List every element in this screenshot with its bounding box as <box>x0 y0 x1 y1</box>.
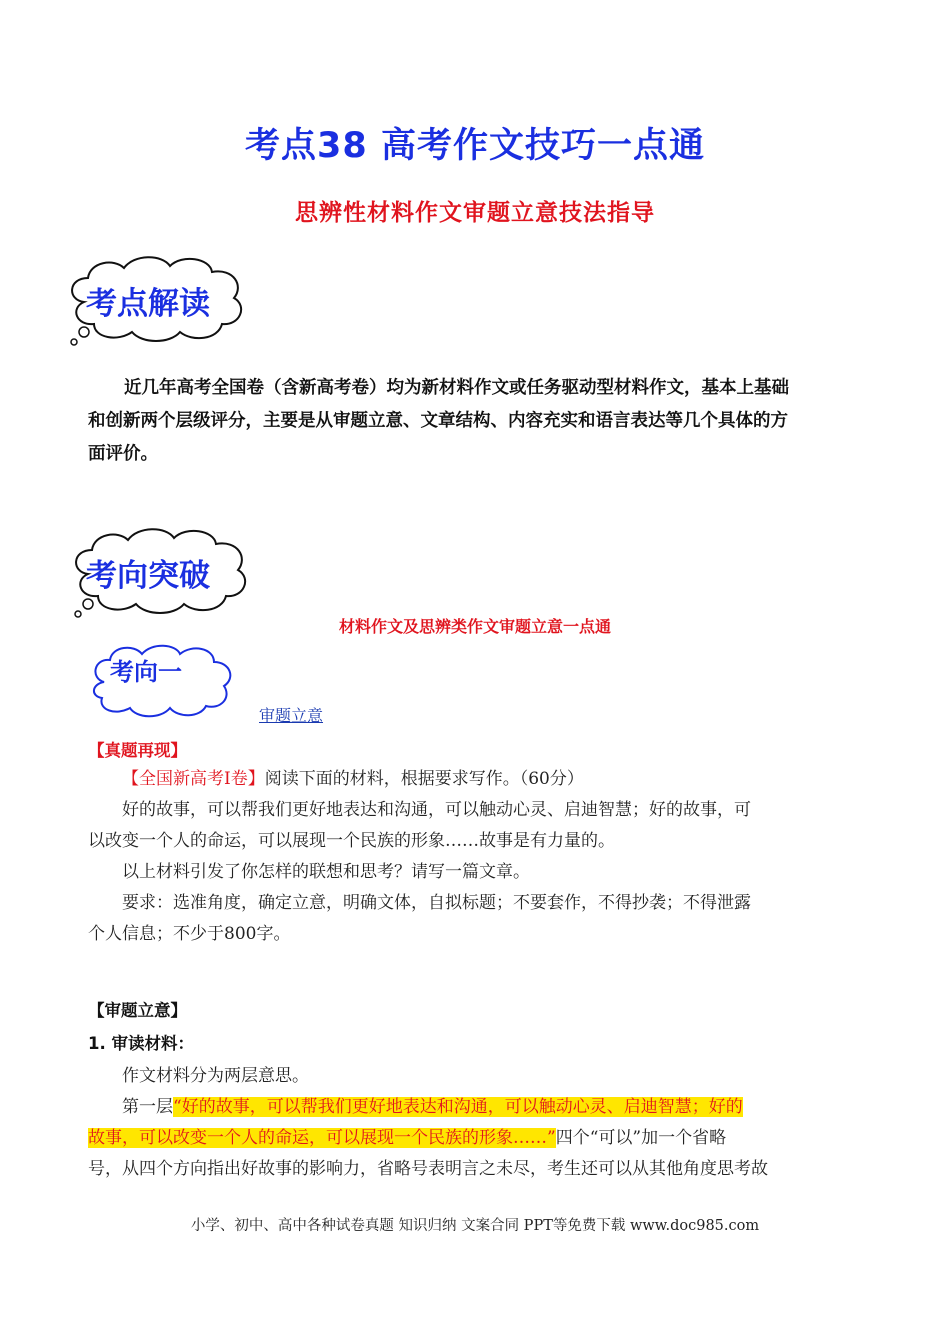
analysis-intro: 作文材料分为两层意思。 <box>122 1066 309 1086</box>
real-exam-label: 【真题再现】 <box>88 741 187 760</box>
analysis-layer1-line1 <box>88 1092 878 1123</box>
analysis-label: 【审题立意】 <box>88 1001 187 1020</box>
prompt-line: 以上材料引发了你怎样的联想和思考？请写一篇文章。 <box>122 862 530 882</box>
cloud-badge-label: 考点解读 <box>86 286 210 322</box>
highlighted-quote-2: 故事，可以改变一个人的命运，可以展现一个民族的形象……” <box>88 1128 556 1148</box>
requirements-line-1: 要求：选准角度，确定立意，明确文体，自拟标题；不要套作，不得抄袭；不得泄露 <box>122 893 751 913</box>
analysis-step1: 1. 审读材料： <box>88 1034 194 1053</box>
intro-line-3: 面评价。 <box>88 444 158 464</box>
material-line-2: 以改变一个人的命运，可以展现一个民族的形象……故事是有力量的。 <box>88 831 615 851</box>
cloud-badge-kaoxiang-yi <box>88 640 238 720</box>
requirements-line-2: 个人信息；不少于800字。 <box>88 924 291 944</box>
page-footer: 小学、初中、高中各种试卷真题 知识归纳 文案合同 PPT等免费下载 www.doc985.com <box>190 1218 760 1234</box>
cloud-badge-kaoxiang <box>66 522 256 622</box>
section-center-title: 材料作文及思辨类作文审题立意一点通 <box>338 617 611 636</box>
page-subtitle: 思辨性材料作文审题立意技法指导 <box>295 200 655 226</box>
page-title: 考点38 高考作文技巧一点通 <box>245 126 705 166</box>
cloud-badge-label: 考向突破 <box>86 558 210 594</box>
analysis-layer1-line2 <box>88 1123 878 1154</box>
cloud-badge-label: 考向一 <box>110 657 182 686</box>
material-line-1: 好的故事，可以帮我们更好地表达和沟通，可以触动心灵、启迪智慧；好的故事，可 <box>122 800 751 820</box>
analysis-line3: 号，从四个方向指出好故事的影响力，省略号表明言之未尽，考生还可以从其他角度思考故 <box>88 1159 768 1179</box>
shenti-liyi-link[interactable]: 审题立意 <box>259 706 324 725</box>
real-exam-block <box>88 764 878 950</box>
intro-line-2: 和创新两个层级评分，主要是从审题立意、文章结构、内容充实和语言表达等几个具体的方 <box>88 411 788 431</box>
exam-source-rest: 阅读下面的材料，根据要求写作。（60分） <box>264 769 584 789</box>
cloud-badge-kaodian <box>62 250 252 350</box>
analysis-block <box>88 1061 878 1185</box>
intro-line-1: 近几年高考全国卷（含新高考卷）均为新材料作文或任务驱动型材料作文，基本上基础 <box>124 378 789 398</box>
highlighted-quote-1: “好的故事，可以帮我们更好地表达和沟通，可以触动心灵、启迪智慧；好的 <box>173 1097 743 1117</box>
exam-source: 【全国新高考Ⅰ卷】 <box>122 769 265 789</box>
after-quote: 四个“可以”加一个省略 <box>555 1128 727 1148</box>
intro-paragraph <box>88 372 878 471</box>
exam-source-line <box>88 764 878 795</box>
layer1-prefix: 第一层 <box>122 1097 173 1117</box>
